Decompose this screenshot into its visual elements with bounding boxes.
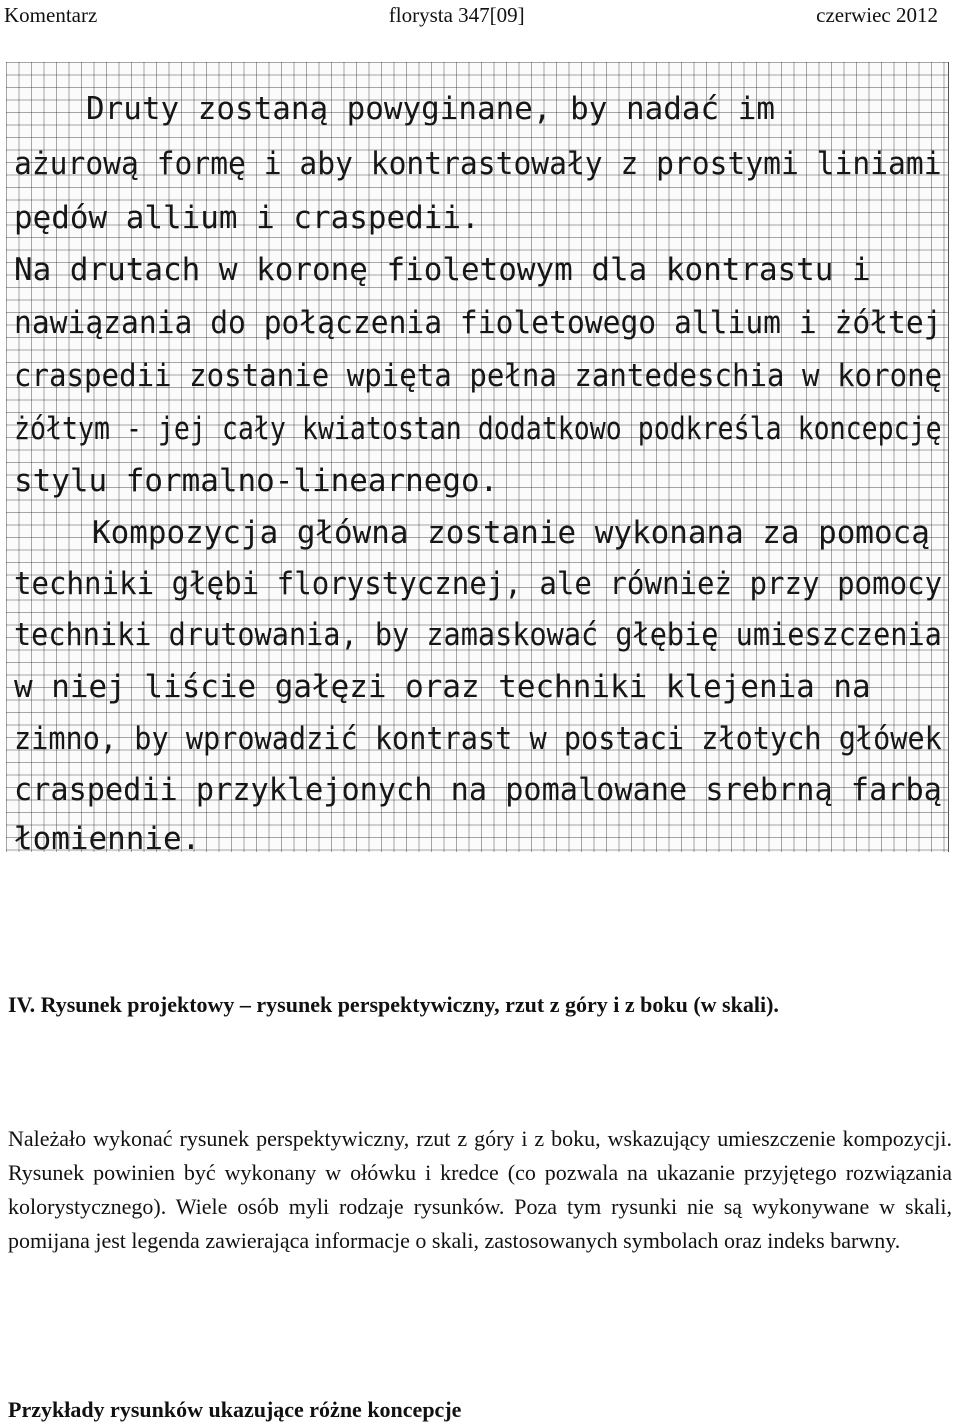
handwritten-line: Druty zostaną powyginane, by nadać im bbox=[86, 91, 775, 127]
handwritten-line: nawiązania do połączenia fioletowego allium i żółtej bbox=[14, 305, 942, 341]
handwritten-line: pędów allium i craspedii. bbox=[14, 200, 480, 236]
examples-heading: Przykłady rysunków ukazujące różne koncepcje bbox=[8, 1397, 462, 1422]
handwritten-line: w niej liście gałęzi oraz techniki klejenia na bbox=[14, 669, 871, 705]
header-date: czerwiec 2012 bbox=[816, 2, 938, 27]
header-exam-code: florysta 347[09] bbox=[388, 2, 525, 27]
handwritten-line: zimno, by wprowadzić kontrast w postaci złotych główek bbox=[14, 721, 942, 757]
header-document-type: Komentarz bbox=[4, 2, 98, 27]
section-heading: IV. Rysunek projektowy – rysunek perspektywiczny, rzut z góry i z boku (w skali). bbox=[8, 992, 779, 1017]
handwritten-line: craspedii przyklejonych na pomalowane srebrną farbą bbox=[14, 772, 942, 808]
handwritten-line: żółtym - jej cały kwiatostan dodatkowo podkreśla koncepcję bbox=[14, 411, 942, 447]
section-paragraph: Należało wykonać rysunek perspektywiczny, rzut z góry i z boku, wskazujący umieszczenie kompozycji. Rysunek powinien być wykonany w ołówku i kredce (co pozwala na ukazanie przyjętego rozwiązania kolorystycznego). Wiele osób myli rodzaje rysunków. Poza tym rysunki nie są wykonywane w skali, pomijana jest legenda zawierająca informacje o skali, zastosowanych symbolach oraz indeks barwny. bbox=[8, 1126, 952, 1253]
handwritten-line: ażurową formę i aby kontrastowały z prostymi liniami bbox=[14, 146, 942, 182]
handwritten-line: techniki drutowania, by zamaskować głębię umieszczenia bbox=[14, 617, 942, 653]
handwritten-line: craspedii zostanie wpięta pełna zantedeschia w koronę bbox=[14, 358, 943, 394]
handwritten-line: stylu formalno-linearnego. bbox=[14, 463, 499, 499]
handwritten-line: Kompozycja główna zostanie wykonana za pomocą bbox=[92, 515, 930, 551]
handwritten-answer-scan bbox=[6, 62, 949, 857]
handwritten-line: Na drutach w koronę fioletowym dla kontrastu i bbox=[14, 252, 871, 288]
handwritten-line: techniki głębi florystycznej, ale również przy pomocy bbox=[14, 566, 943, 602]
handwritten-line: łomiennie. bbox=[14, 821, 201, 857]
page-header bbox=[4, 0, 938, 30]
